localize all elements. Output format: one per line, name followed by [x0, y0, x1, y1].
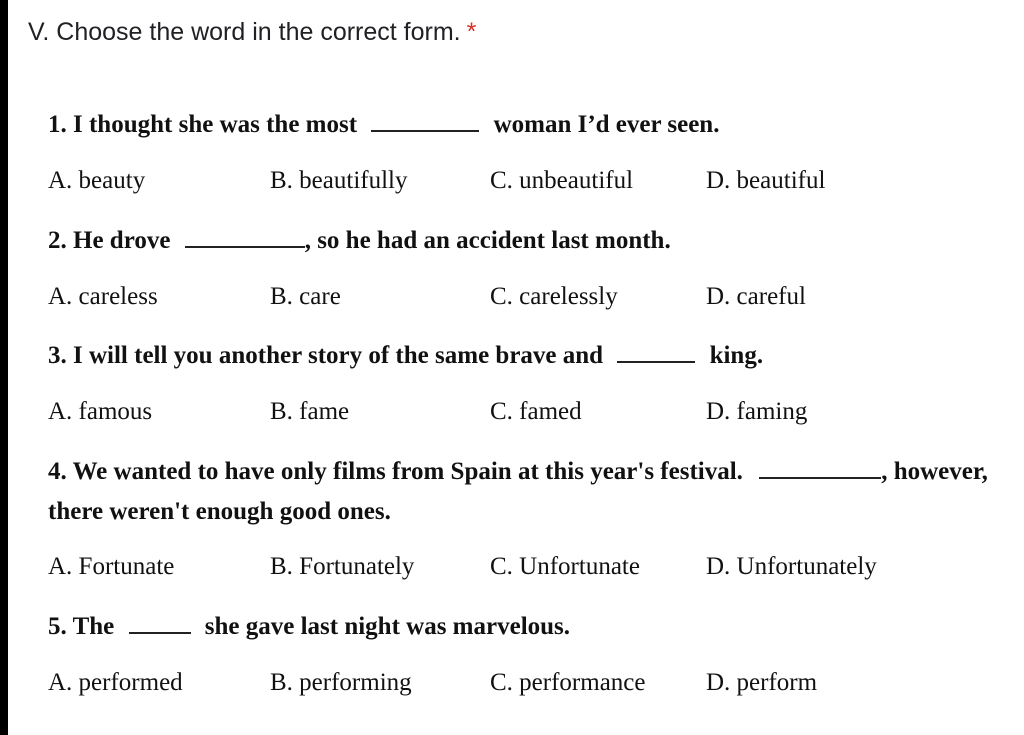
question-text-after: , however, there weren't enough good ones.: [48, 458, 988, 525]
option-a[interactable]: A. careless: [48, 283, 158, 310]
question-2: [48, 221, 671, 261]
option-b[interactable]: B. fame: [270, 398, 350, 425]
answer-blank: [617, 339, 695, 363]
option-d[interactable]: D. careful: [706, 283, 806, 310]
question-text-before: We wanted to have only films from Spain at this year's festival.: [72, 458, 743, 485]
option-c[interactable]: C. famed: [490, 398, 582, 425]
answer-blank: [185, 224, 305, 248]
section-title: [28, 18, 476, 47]
option-c[interactable]: C. unbeautiful: [490, 167, 634, 194]
question-5: [48, 607, 570, 647]
option-a[interactable]: A. beauty: [48, 167, 146, 194]
question-number: 4.: [48, 458, 67, 485]
question-text-after: king.: [709, 342, 764, 369]
option-a[interactable]: A. Fortunate: [48, 553, 175, 580]
options-2: [48, 283, 988, 317]
question-text-after: woman I’d ever seen.: [493, 111, 720, 138]
question-number: 1.: [48, 111, 67, 138]
section-title-text: V. Choose the word in the correct form.: [28, 18, 461, 46]
options-1: [48, 167, 988, 201]
answer-blank: [759, 455, 881, 479]
question-text-before: The: [72, 613, 115, 640]
option-b[interactable]: B. Fortunately: [270, 553, 415, 580]
option-d[interactable]: D. faming: [706, 398, 808, 425]
options-5: [48, 669, 988, 703]
question-text-after: , so he had an accident last month.: [304, 227, 671, 254]
option-a[interactable]: A. famous: [48, 398, 153, 425]
question-text-after: she gave last night was marvelous.: [204, 613, 571, 640]
option-d[interactable]: D. beautiful: [706, 167, 826, 194]
option-b[interactable]: B. performing: [270, 669, 412, 696]
options-4: [48, 553, 988, 587]
option-a[interactable]: A. performed: [48, 669, 183, 696]
question-number: 5.: [48, 613, 67, 640]
required-asterisk: *: [466, 18, 477, 46]
option-b[interactable]: B. beautifully: [270, 167, 408, 194]
question-text-before: He drove: [73, 227, 171, 254]
question-number: 3.: [48, 342, 67, 369]
option-d[interactable]: D. perform: [706, 669, 818, 696]
option-c[interactable]: C. carelessly: [490, 283, 618, 310]
form-page: [8, 0, 1024, 735]
option-d[interactable]: D. Unfortunately: [706, 553, 877, 580]
answer-blank: [371, 108, 479, 132]
question-4: [48, 452, 998, 532]
question-number: 2.: [48, 227, 67, 254]
question-3: [48, 336, 763, 376]
question-text-before: I will tell you another story of the same brave and: [73, 342, 604, 369]
question-1: [48, 105, 719, 145]
options-3: [48, 398, 988, 432]
option-c[interactable]: C. performance: [490, 669, 646, 696]
answer-blank: [129, 610, 191, 634]
option-b[interactable]: B. care: [270, 283, 341, 310]
option-c[interactable]: C. Unfortunate: [490, 553, 640, 580]
question-text-before: I thought she was the most: [73, 111, 358, 138]
